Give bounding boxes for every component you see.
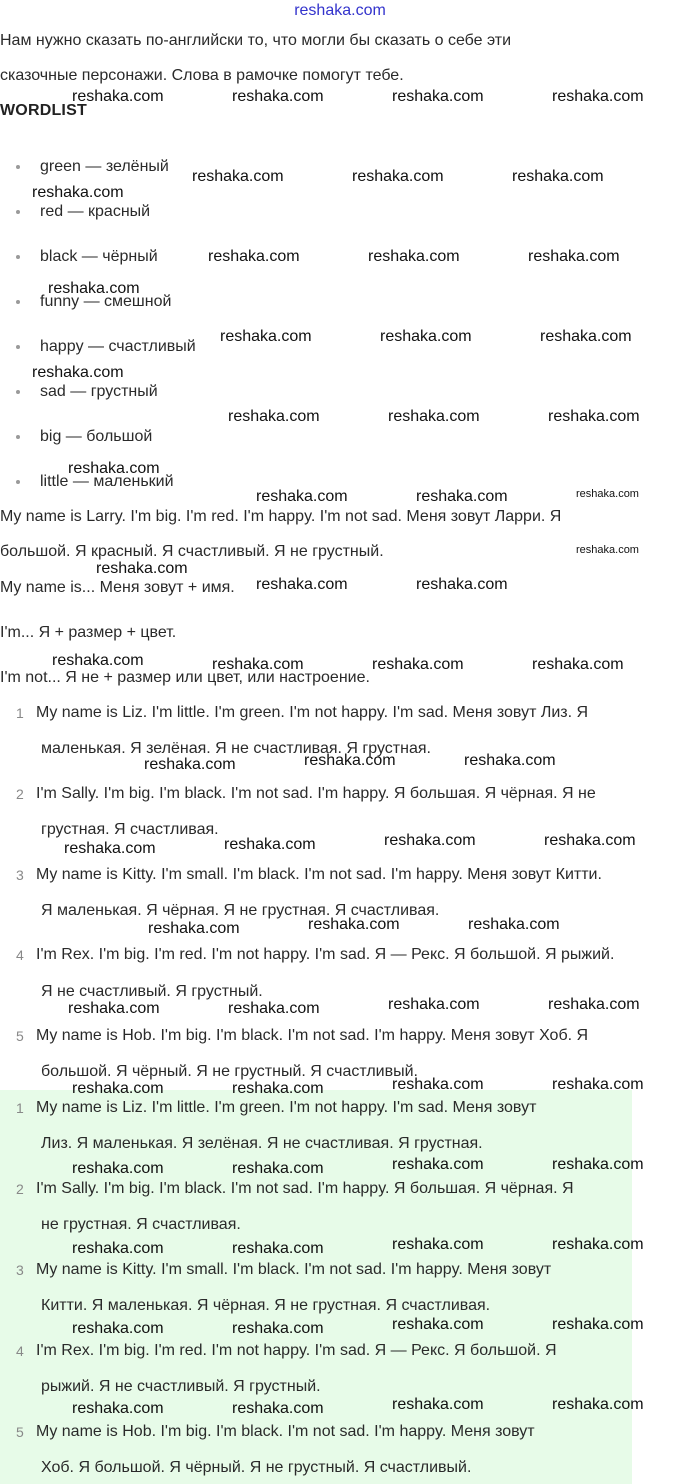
bullet-icon (16, 210, 20, 214)
answer-line: большой. Я чёрный. Я не грустный. Я счастливый. (41, 1063, 418, 1080)
answer-line: Лиз. Я маленькая. Я зелёная. Я не счастливая. Я грустная. (41, 1135, 483, 1152)
watermark: reshaka.com (352, 168, 444, 185)
watermark: reshaka.com (392, 1236, 484, 1253)
watermark: reshaka.com (32, 364, 124, 381)
watermark: reshaka.com (72, 1240, 164, 1257)
watermark: reshaka.com (512, 168, 604, 185)
intro-line-1: Нам нужно сказать по-английски то, что могли бы сказать о себе эти (0, 32, 512, 49)
list-item: funny — смешной (0, 292, 300, 312)
watermark: reshaka.com (416, 576, 508, 593)
watermark: reshaka.com (52, 652, 144, 669)
watermark: reshaka.com (308, 916, 400, 933)
watermark: reshaka.com (232, 1240, 324, 1257)
answer-line: My name is Liz. I'm little. I'm green. I'm not happy. I'm sad. Меня зовут Лиз. Я (36, 704, 589, 721)
hint-name: My name is... Меня зовут + имя. (0, 579, 235, 596)
answer-line: My name is Hob. I'm big. I'm black. I'm not sad. I'm happy. Меня зовут Хоб. Я (36, 1027, 589, 1044)
answer-number: 3 (16, 867, 24, 883)
watermark: reshaka.com (64, 840, 156, 857)
watermark: reshaka.com (72, 1160, 164, 1177)
watermark: reshaka.com (232, 1080, 324, 1097)
watermark: reshaka.com (576, 544, 639, 556)
watermark: reshaka.com (368, 248, 460, 265)
answer-number: 5 (16, 1028, 24, 1044)
list-item: happy — счастливый (0, 337, 300, 357)
watermark: reshaka.com (192, 168, 284, 185)
bullet-icon (16, 435, 20, 439)
watermark: reshaka.com (552, 1316, 644, 1333)
answer-line: Хоб. Я большой. Я чёрный. Я не грустный. Я счастливый. (41, 1459, 472, 1476)
answer-line: Китти. Я маленькая. Я чёрная. Я не грустная. Я счастливая. (41, 1297, 491, 1314)
answer-number: 1 (16, 1100, 24, 1116)
answer-line: I'm Rex. I'm big. I'm red. I'm not happy. I'm sad. Я — Рекс. Я большой. Я рыжий. (36, 946, 615, 963)
watermark: reshaka.com (72, 88, 164, 105)
watermark: reshaka.com (72, 1080, 164, 1097)
watermark: reshaka.com (532, 656, 624, 673)
watermark: reshaka.com (392, 1396, 484, 1413)
watermark: reshaka.com (392, 1076, 484, 1093)
watermark: reshaka.com (68, 1000, 160, 1017)
watermark: reshaka.com (392, 1316, 484, 1333)
watermark: reshaka.com (544, 832, 636, 849)
watermark: reshaka.com (552, 88, 644, 105)
watermark: reshaka.com (468, 916, 560, 933)
watermark: reshaka.com (384, 832, 476, 849)
answer-number: 4 (16, 1343, 24, 1359)
answer-number: 2 (16, 786, 24, 802)
watermark: reshaka.com (144, 756, 236, 773)
watermark: reshaka.com (232, 1160, 324, 1177)
bullet-icon (16, 480, 20, 484)
answer-line: My name is Kitty. I'm small. I'm black. I'm not sad. I'm happy. Меня зовут (36, 1261, 552, 1278)
list-item: sad — грустный (0, 382, 300, 402)
list-item: little — маленький (0, 472, 300, 492)
watermark: reshaka.com (68, 460, 160, 477)
watermark: reshaka.com (392, 1156, 484, 1173)
watermark: reshaka.com (72, 1320, 164, 1337)
watermark: reshaka.com (256, 488, 348, 505)
watermark: reshaka.com (552, 1156, 644, 1173)
answer-line: не грустная. Я счастливая. (41, 1216, 241, 1233)
watermark: reshaka.com (548, 996, 640, 1013)
answer-line: грустная. Я счастливая. (41, 821, 219, 838)
answer-line: My name is Hob. I'm big. I'm black. I'm not sad. I'm happy. Меня зовут (36, 1423, 535, 1440)
answer-number: 4 (16, 947, 24, 963)
answer-line: I'm Sally. I'm big. I'm black. I'm not sad. I'm happy. Я большая. Я чёрная. Я (36, 1180, 574, 1197)
site-header[interactable]: reshaka.com (294, 2, 386, 19)
watermark: reshaka.com (232, 1320, 324, 1337)
answer-number: 1 (16, 705, 24, 721)
watermark: reshaka.com (232, 1400, 324, 1417)
answer-line: I'm Sally. I'm big. I'm black. I'm not sad. I'm happy. Я большая. Я чёрная. Я не (36, 785, 596, 802)
bullet-icon (16, 165, 20, 169)
list-item: black — чёрный (0, 247, 300, 267)
wordlist-heading: WORDLIST (0, 102, 87, 119)
bullet-icon (16, 390, 20, 394)
intro-line-2: сказочные персонажи. Слова в рамочке помогут тебе. (0, 67, 404, 84)
watermark: reshaka.com (576, 488, 639, 500)
bullet-icon (16, 345, 20, 349)
watermark: reshaka.com (548, 408, 640, 425)
bullet-icon (16, 300, 20, 304)
answer-line: маленькая. Я зелёная. Я не счастливая. Я грустная. (41, 740, 431, 757)
watermark: reshaka.com (220, 328, 312, 345)
watermark: reshaka.com (208, 248, 300, 265)
watermark: reshaka.com (48, 280, 140, 297)
watermark: reshaka.com (552, 1396, 644, 1413)
watermark: reshaka.com (392, 88, 484, 105)
watermark: reshaka.com (552, 1236, 644, 1253)
watermark: reshaka.com (148, 920, 240, 937)
watermark: reshaka.com (552, 1076, 644, 1093)
watermark: reshaka.com (304, 752, 396, 769)
answer-line: My name is Liz. I'm little. I'm green. I'm not happy. I'm sad. Меня зовут (36, 1099, 537, 1116)
watermark: reshaka.com (528, 248, 620, 265)
watermark: reshaka.com (416, 488, 508, 505)
watermark: reshaka.com (232, 88, 324, 105)
example-line-1: My name is Larry. I'm big. I'm red. I'm happy. I'm not sad. Меня зовут Ларри. Я (0, 508, 562, 525)
watermark: reshaka.com (96, 560, 188, 577)
watermark: reshaka.com (540, 328, 632, 345)
watermark: reshaka.com (228, 1000, 320, 1017)
example-line-2: большой. Я красный. Я счастливый. Я не грустный. (0, 543, 384, 560)
watermark: reshaka.com (380, 328, 472, 345)
watermark: reshaka.com (388, 408, 480, 425)
hint-negative: I'm not... Я не + размер или цвет, или настроение. (0, 669, 370, 686)
watermark: reshaka.com (388, 996, 480, 1013)
bullet-icon (16, 255, 20, 259)
answer-number: 2 (16, 1181, 24, 1197)
list-item: big — большой (0, 427, 300, 447)
watermark: reshaka.com (228, 408, 320, 425)
answer-number: 3 (16, 1262, 24, 1278)
watermark: reshaka.com (32, 184, 124, 201)
list-item: red — красный (0, 202, 300, 222)
watermark: reshaka.com (224, 836, 316, 853)
answer-line: Я маленькая. Я чёрная. Я не грустная. Я счастливая. (41, 902, 440, 919)
answer-line: Я не счастливый. Я грустный. (41, 983, 263, 1000)
watermark: reshaka.com (256, 576, 348, 593)
watermark: reshaka.com (464, 752, 556, 769)
answer-line: My name is Kitty. I'm small. I'm black. I'm not sad. I'm happy. Меня зовут Китти. (36, 866, 602, 883)
answer-line: рыжий. Я не счастливый. Я грустный. (41, 1378, 321, 1395)
answer-line: I'm Rex. I'm big. I'm red. I'm not happy. I'm sad. Я — Рекс. Я большой. Я (36, 1342, 557, 1359)
answer-number: 5 (16, 1424, 24, 1440)
hint-size-color: I'm... Я + размер + цвет. (0, 624, 177, 641)
watermark: reshaka.com (212, 656, 304, 673)
watermark: reshaka.com (72, 1400, 164, 1417)
watermark: reshaka.com (372, 656, 464, 673)
list-item: green — зелёный (0, 157, 300, 177)
